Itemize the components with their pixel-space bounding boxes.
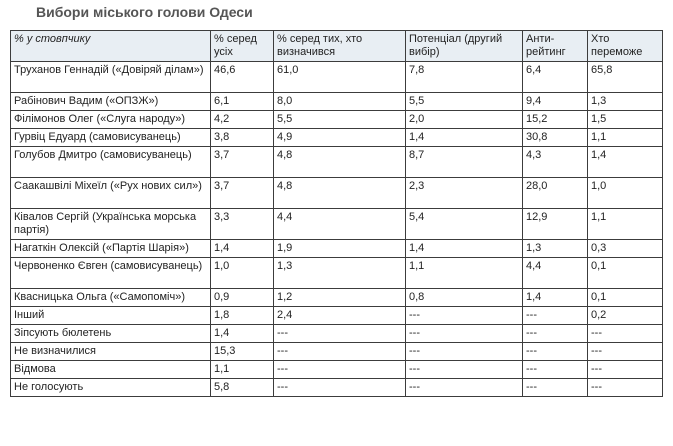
table-row <box>11 307 663 325</box>
value-cell-potential: 8,7 <box>406 147 523 178</box>
table-row <box>11 129 663 147</box>
value-cell-who-wins: 0,1 <box>588 289 663 307</box>
value-cell-anti-rating: 6,4 <box>523 62 588 93</box>
value-cell-all: 1,0 <box>211 258 274 289</box>
value-cell-decided: 4,8 <box>274 178 406 209</box>
value-cell-decided: --- <box>274 343 406 361</box>
value-cell-decided: 5,5 <box>274 111 406 129</box>
value-cell-all: 3,7 <box>211 147 274 178</box>
value-cell-anti-rating: 30,8 <box>523 129 588 147</box>
value-cell-anti-rating: --- <box>523 325 588 343</box>
table-row <box>11 361 663 379</box>
value-cell-all: 1,1 <box>211 361 274 379</box>
value-cell-who-wins: 1,3 <box>588 93 663 111</box>
value-cell-who-wins: 0,3 <box>588 240 663 258</box>
table-row <box>11 240 663 258</box>
candidate-name-cell: Нагаткін Олексій («Партія Шарія») <box>11 240 211 258</box>
candidate-name-cell: Рабінович Вадим («ОПЗЖ») <box>11 93 211 111</box>
table-row <box>11 147 663 178</box>
value-cell-all: 5,8 <box>211 379 274 397</box>
value-cell-decided: 2,4 <box>274 307 406 325</box>
value-cell-who-wins: 1,4 <box>588 147 663 178</box>
table-row <box>11 209 663 240</box>
value-cell-potential: --- <box>406 379 523 397</box>
candidate-name-cell: Саакашвілі Міхеїл («Рух нових сил») <box>11 178 211 209</box>
candidate-name-cell: Зіпсують бюлетень <box>11 325 211 343</box>
value-cell-anti-rating: 12,9 <box>523 209 588 240</box>
column-header-potential: Потенціал (другий вибір) <box>406 31 523 62</box>
table-row <box>11 111 663 129</box>
value-cell-all: 3,3 <box>211 209 274 240</box>
value-cell-all: 4,2 <box>211 111 274 129</box>
value-cell-who-wins: 0,2 <box>588 307 663 325</box>
table-row <box>11 289 663 307</box>
value-cell-anti-rating: 15,2 <box>523 111 588 129</box>
value-cell-potential: 7,8 <box>406 62 523 93</box>
value-cell-potential: 1,4 <box>406 129 523 147</box>
candidate-name-cell: Інший <box>11 307 211 325</box>
candidate-name-cell: Філімонов Олег («Слуга народу») <box>11 111 211 129</box>
value-cell-all: 6,1 <box>211 93 274 111</box>
candidate-name-cell: Гурвіц Едуард (самовисуванець) <box>11 129 211 147</box>
value-cell-all: 46,6 <box>211 62 274 93</box>
candidate-name-cell: Голубов Дмитро (самовисуванець) <box>11 147 211 178</box>
value-cell-decided: --- <box>274 325 406 343</box>
value-cell-all: 15,3 <box>211 343 274 361</box>
value-cell-potential: 2,3 <box>406 178 523 209</box>
value-cell-anti-rating: 4,4 <box>523 258 588 289</box>
value-cell-potential: 5,4 <box>406 209 523 240</box>
value-cell-potential: --- <box>406 325 523 343</box>
value-cell-anti-rating: 28,0 <box>523 178 588 209</box>
value-cell-anti-rating: 1,4 <box>523 289 588 307</box>
value-cell-all: 1,4 <box>211 240 274 258</box>
value-cell-who-wins: 1,1 <box>588 129 663 147</box>
value-cell-who-wins: --- <box>588 361 663 379</box>
value-cell-all: 1,8 <box>211 307 274 325</box>
poll-results-table <box>10 30 663 397</box>
value-cell-decided: 4,8 <box>274 147 406 178</box>
candidate-name-cell: Не голосують <box>11 379 211 397</box>
value-cell-all: 3,7 <box>211 178 274 209</box>
value-cell-decided: 1,2 <box>274 289 406 307</box>
value-cell-anti-rating: --- <box>523 343 588 361</box>
value-cell-all: 0,9 <box>211 289 274 307</box>
value-cell-who-wins: --- <box>588 325 663 343</box>
value-cell-decided: 61,0 <box>274 62 406 93</box>
candidate-name-cell: Ківалов Сергій (Українська морська партія) <box>11 209 211 240</box>
value-cell-all: 3,8 <box>211 129 274 147</box>
value-cell-decided: 4,4 <box>274 209 406 240</box>
table-row <box>11 178 663 209</box>
value-cell-decided: 8,0 <box>274 93 406 111</box>
value-cell-decided: 1,3 <box>274 258 406 289</box>
candidate-name-cell: Труханов Геннадій («Довіряй ділам») <box>11 62 211 93</box>
value-cell-potential: --- <box>406 361 523 379</box>
table-row <box>11 93 663 111</box>
value-cell-potential: --- <box>406 343 523 361</box>
candidate-name-cell: Відмова <box>11 361 211 379</box>
value-cell-who-wins: 65,8 <box>588 62 663 93</box>
column-header-who-wins: Хто переможе <box>588 31 663 62</box>
table-row <box>11 343 663 361</box>
value-cell-anti-rating: --- <box>523 307 588 325</box>
value-cell-anti-rating: 9,4 <box>523 93 588 111</box>
table-row <box>11 258 663 289</box>
value-cell-anti-rating: 1,3 <box>523 240 588 258</box>
value-cell-who-wins: 1,1 <box>588 209 663 240</box>
value-cell-potential: --- <box>406 307 523 325</box>
value-cell-who-wins: 1,0 <box>588 178 663 209</box>
table-row <box>11 62 663 93</box>
value-cell-anti-rating: --- <box>523 379 588 397</box>
table-row <box>11 325 663 343</box>
value-cell-all: 1,4 <box>211 325 274 343</box>
value-cell-who-wins: --- <box>588 379 663 397</box>
page-title: Вибори міського голови Одеси <box>36 4 253 20</box>
value-cell-potential: 2,0 <box>406 111 523 129</box>
table-header-row <box>11 31 663 62</box>
value-cell-decided: --- <box>274 361 406 379</box>
candidate-name-cell: Червоненко Євген (самовисуванець) <box>11 258 211 289</box>
value-cell-decided: 4,9 <box>274 129 406 147</box>
value-cell-decided: --- <box>274 379 406 397</box>
value-cell-potential: 1,1 <box>406 258 523 289</box>
table-row <box>11 379 663 397</box>
column-header-decided: % серед тих, хто визначився <box>274 31 406 62</box>
value-cell-potential: 1,4 <box>406 240 523 258</box>
value-cell-anti-rating: 4,3 <box>523 147 588 178</box>
value-cell-who-wins: 1,5 <box>588 111 663 129</box>
column-header-candidate: % у стовпчику <box>11 31 211 62</box>
column-header-all: % серед усіх <box>211 31 274 62</box>
value-cell-anti-rating: --- <box>523 361 588 379</box>
value-cell-potential: 0,8 <box>406 289 523 307</box>
value-cell-decided: 1,9 <box>274 240 406 258</box>
value-cell-who-wins: --- <box>588 343 663 361</box>
column-header-anti-rating: Анти-рейтинг <box>523 31 588 62</box>
value-cell-potential: 5,5 <box>406 93 523 111</box>
candidate-name-cell: Квасницька Ольга («Самопоміч») <box>11 289 211 307</box>
value-cell-who-wins: 0,1 <box>588 258 663 289</box>
candidate-name-cell: Не визначилися <box>11 343 211 361</box>
